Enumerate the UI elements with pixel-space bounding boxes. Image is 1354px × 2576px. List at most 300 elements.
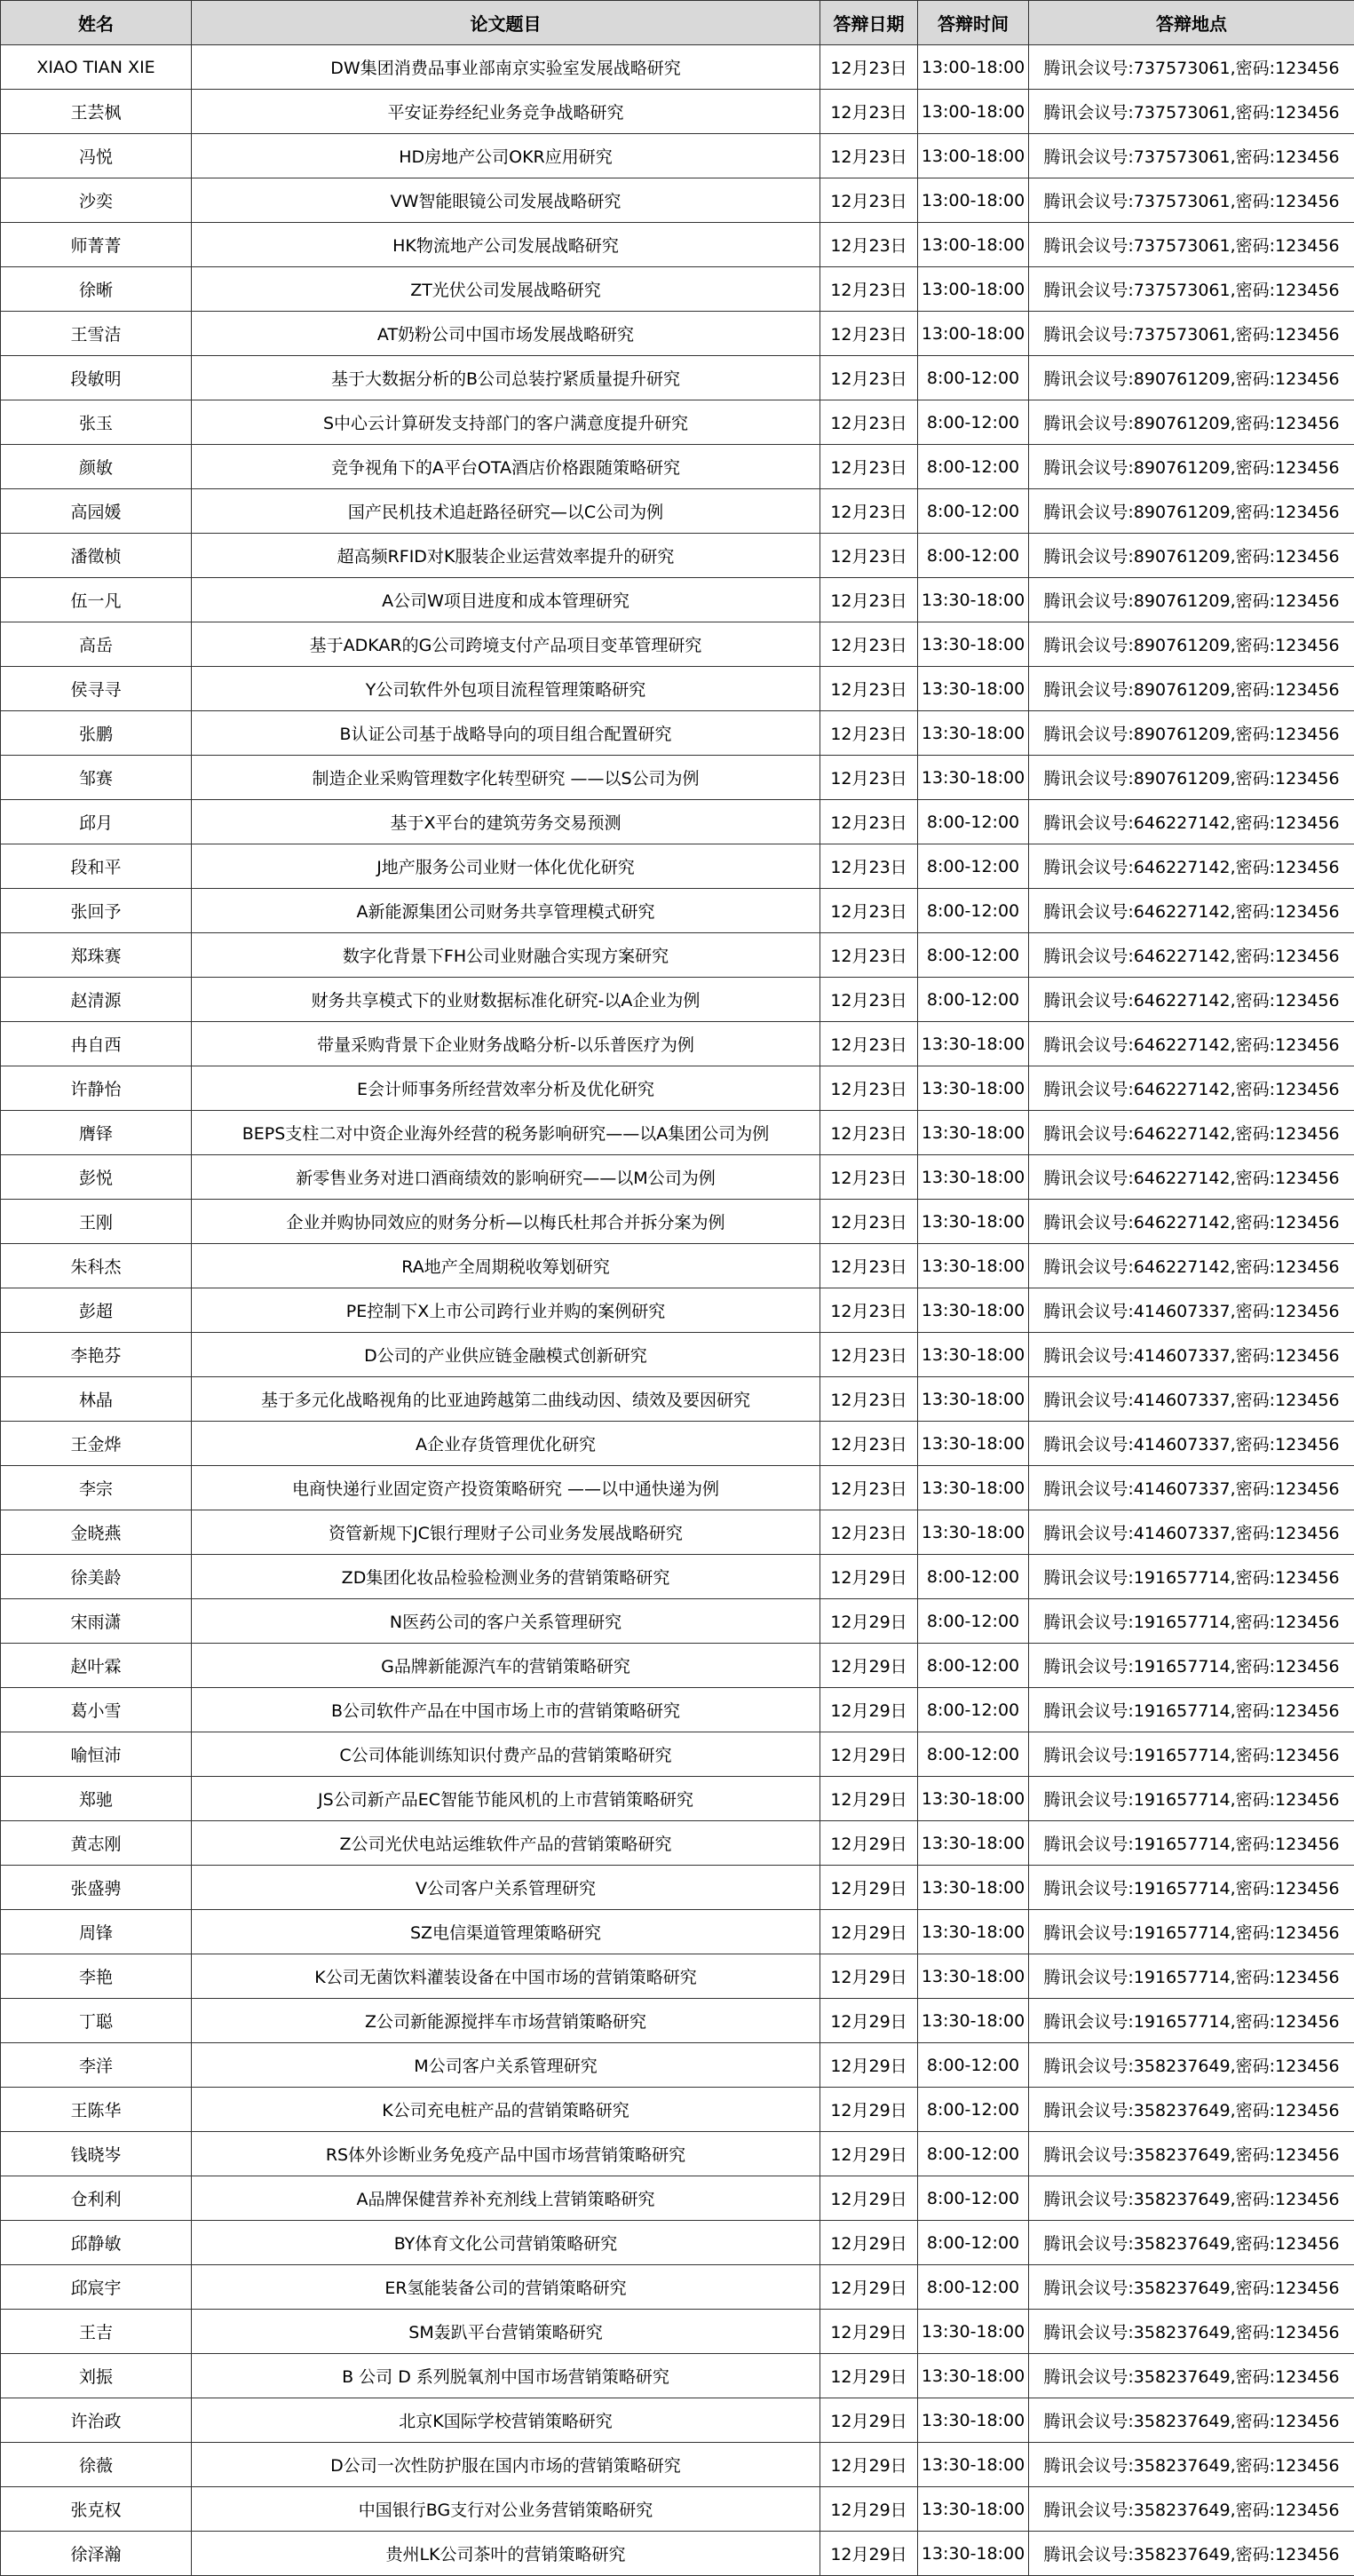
cell-name: 高园媛 — [1, 489, 192, 534]
cell-name: 金晓燕 — [1, 1510, 192, 1555]
cell-date: 12月23日 — [820, 90, 918, 134]
cell-time: 13:00-18:00 — [918, 267, 1029, 312]
cell-topic: HD房地产公司OKR应用研究 — [192, 134, 820, 178]
cell-date: 12月23日 — [820, 178, 918, 223]
cell-date: 12月23日 — [820, 1155, 918, 1200]
table-row — [1, 1288, 1354, 1333]
cell-location: 腾讯会议号:358237649,密码:123456 — [1029, 2487, 1354, 2532]
cell-name: 仓利利 — [1, 2176, 192, 2221]
table-row — [1, 578, 1354, 622]
cell-time: 13:30-18:00 — [918, 622, 1029, 667]
cell-location: 腾讯会议号:191657714,密码:123456 — [1029, 1910, 1354, 1954]
cell-date: 12月23日 — [820, 1510, 918, 1555]
cell-time: 8:00-12:00 — [918, 844, 1029, 889]
cell-time: 8:00-12:00 — [918, 2132, 1029, 2176]
cell-topic: PE控制下X上市公司跨行业并购的案例研究 — [192, 1288, 820, 1333]
cell-date: 12月23日 — [820, 1244, 918, 1288]
cell-topic: 基于ADKAR的G公司跨境支付产品项目变革管理研究 — [192, 622, 820, 667]
table-row — [1, 2354, 1354, 2398]
cell-date: 12月29日 — [820, 2088, 918, 2132]
cell-topic: S中心云计算研发支持部门的客户满意度提升研究 — [192, 400, 820, 445]
cell-location: 腾讯会议号:890761209,密码:123456 — [1029, 445, 1354, 489]
cell-location: 腾讯会议号:737573061,密码:123456 — [1029, 267, 1354, 312]
table-row — [1, 1200, 1354, 1244]
cell-location: 腾讯会议号:358237649,密码:123456 — [1029, 2265, 1354, 2310]
cell-date: 12月23日 — [820, 1466, 918, 1510]
cell-name: 沙奕 — [1, 178, 192, 223]
cell-time: 13:30-18:00 — [918, 1066, 1029, 1111]
cell-date: 12月29日 — [820, 1688, 918, 1732]
cell-time: 13:30-18:00 — [918, 1777, 1029, 1821]
cell-topic: 基于多元化战略视角的比亚迪跨越第二曲线动因、绩效及要因研究 — [192, 1377, 820, 1422]
cell-time: 13:30-18:00 — [918, 1999, 1029, 2043]
cell-date: 12月23日 — [820, 489, 918, 534]
cell-location: 腾讯会议号:646227142,密码:123456 — [1029, 1022, 1354, 1066]
table-row — [1, 1999, 1354, 2043]
cell-location: 腾讯会议号:414607337,密码:123456 — [1029, 1422, 1354, 1466]
table-row — [1, 2487, 1354, 2532]
table-row — [1, 1333, 1354, 1377]
cell-topic: 国产民机技术追赶路径研究—以C公司为例 — [192, 489, 820, 534]
cell-topic: B 公司 D 系列脱氧剂中国市场营销策略研究 — [192, 2354, 820, 2398]
cell-name: 张盛骋 — [1, 1866, 192, 1910]
cell-topic: Z公司光伏电站运维软件产品的营销策略研究 — [192, 1821, 820, 1866]
table-row — [1, 2310, 1354, 2354]
cell-time: 8:00-12:00 — [918, 1555, 1029, 1599]
cell-topic: D公司的产业供应链金融模式创新研究 — [192, 1333, 820, 1377]
cell-date: 12月23日 — [820, 844, 918, 889]
table-row — [1, 711, 1354, 756]
table-row — [1, 1510, 1354, 1555]
cell-topic: 超高频RFID对K服装企业运营效率提升的研究 — [192, 534, 820, 578]
cell-time: 8:00-12:00 — [918, 800, 1029, 844]
cell-topic: JS公司新产品EC智能节能风机的上市营销策略研究 — [192, 1777, 820, 1821]
cell-date: 12月29日 — [820, 1555, 918, 1599]
cell-topic: M公司客户关系管理研究 — [192, 2043, 820, 2088]
cell-time: 13:30-18:00 — [918, 1377, 1029, 1422]
cell-date: 12月23日 — [820, 45, 918, 90]
cell-name: 宋雨潇 — [1, 1599, 192, 1644]
cell-name: 郑驰 — [1, 1777, 192, 1821]
cell-location: 腾讯会议号:191657714,密码:123456 — [1029, 1644, 1354, 1688]
table-row — [1, 1644, 1354, 1688]
cell-topic: A公司W项目进度和成本管理研究 — [192, 578, 820, 622]
cell-location: 腾讯会议号:358237649,密码:123456 — [1029, 2043, 1354, 2088]
cell-topic: ZD集团化妆品检验检测业务的营销策略研究 — [192, 1555, 820, 1599]
cell-date: 12月23日 — [820, 445, 918, 489]
cell-time: 13:30-18:00 — [918, 1422, 1029, 1466]
cell-topic: A企业存货管理优化研究 — [192, 1422, 820, 1466]
cell-time: 8:00-12:00 — [918, 1599, 1029, 1644]
cell-location: 腾讯会议号:646227142,密码:123456 — [1029, 1155, 1354, 1200]
cell-date: 12月29日 — [820, 2532, 918, 2576]
cell-name: 张克权 — [1, 2487, 192, 2532]
cell-time: 8:00-12:00 — [918, 978, 1029, 1022]
cell-topic: 数字化背景下FH公司业财融合实现方案研究 — [192, 933, 820, 978]
cell-name: 刘振 — [1, 2354, 192, 2398]
cell-time: 8:00-12:00 — [918, 2088, 1029, 2132]
cell-name: 徐泽瀚 — [1, 2532, 192, 2576]
cell-name: 李宗 — [1, 1466, 192, 1510]
cell-topic: G品牌新能源汽车的营销策略研究 — [192, 1644, 820, 1688]
header-date: 答辩日期 — [820, 1, 918, 45]
cell-topic: AT奶粉公司中国市场发展战略研究 — [192, 312, 820, 356]
cell-name: 张鹏 — [1, 711, 192, 756]
cell-name: 丁聪 — [1, 1999, 192, 2043]
cell-date: 12月29日 — [820, 2443, 918, 2487]
cell-name: 王陈华 — [1, 2088, 192, 2132]
cell-topic: 电商快递行业固定资产投资策略研究 ——以中通快递为例 — [192, 1466, 820, 1510]
cell-name: 邱静敏 — [1, 2221, 192, 2265]
table-row — [1, 1732, 1354, 1777]
cell-topic: 新零售业务对进口酒商绩效的影响研究——以M公司为例 — [192, 1155, 820, 1200]
table-row — [1, 45, 1354, 90]
cell-name: 喻恒沛 — [1, 1732, 192, 1777]
cell-topic: BY体育文化公司营销策略研究 — [192, 2221, 820, 2265]
cell-date: 12月23日 — [820, 711, 918, 756]
table-row — [1, 445, 1354, 489]
cell-date: 12月29日 — [820, 2221, 918, 2265]
cell-date: 12月23日 — [820, 1377, 918, 1422]
table-row — [1, 400, 1354, 445]
cell-date: 12月23日 — [820, 756, 918, 800]
table-row — [1, 2443, 1354, 2487]
cell-location: 腾讯会议号:358237649,密码:123456 — [1029, 2221, 1354, 2265]
cell-time: 8:00-12:00 — [918, 1644, 1029, 1688]
cell-name: 邹赛 — [1, 756, 192, 800]
cell-topic: N医药公司的客户关系管理研究 — [192, 1599, 820, 1644]
header-location: 答辩地点 — [1029, 1, 1354, 45]
cell-date: 12月23日 — [820, 267, 918, 312]
cell-time: 13:30-18:00 — [918, 1866, 1029, 1910]
cell-time: 8:00-12:00 — [918, 2221, 1029, 2265]
cell-location: 腾讯会议号:890761209,密码:123456 — [1029, 711, 1354, 756]
cell-date: 12月23日 — [820, 1200, 918, 1244]
cell-date: 12月23日 — [820, 933, 918, 978]
cell-time: 13:00-18:00 — [918, 312, 1029, 356]
cell-time: 8:00-12:00 — [918, 400, 1029, 445]
cell-name: 王芸枫 — [1, 90, 192, 134]
table-row — [1, 1821, 1354, 1866]
cell-location: 腾讯会议号:191657714,密码:123456 — [1029, 1599, 1354, 1644]
cell-name: 徐晰 — [1, 267, 192, 312]
cell-date: 12月23日 — [820, 889, 918, 933]
cell-time: 13:30-18:00 — [918, 1022, 1029, 1066]
cell-location: 腾讯会议号:191657714,密码:123456 — [1029, 1866, 1354, 1910]
cell-topic: ER氢能装备公司的营销策略研究 — [192, 2265, 820, 2310]
cell-name: 许治政 — [1, 2398, 192, 2443]
table-row — [1, 756, 1354, 800]
cell-time: 8:00-12:00 — [918, 356, 1029, 400]
cell-time: 13:30-18:00 — [918, 578, 1029, 622]
table-row — [1, 1866, 1354, 1910]
cell-location: 腾讯会议号:191657714,密码:123456 — [1029, 1999, 1354, 2043]
cell-location: 腾讯会议号:646227142,密码:123456 — [1029, 800, 1354, 844]
cell-name: 颜敏 — [1, 445, 192, 489]
table-row — [1, 2043, 1354, 2088]
cell-date: 12月23日 — [820, 578, 918, 622]
cell-topic: C公司体能训练知识付费产品的营销策略研究 — [192, 1732, 820, 1777]
cell-location: 腾讯会议号:358237649,密码:123456 — [1029, 2132, 1354, 2176]
cell-date: 12月29日 — [820, 2487, 918, 2532]
table-row — [1, 2265, 1354, 2310]
cell-date: 12月29日 — [820, 1732, 918, 1777]
cell-location: 腾讯会议号:646227142,密码:123456 — [1029, 889, 1354, 933]
cell-location: 腾讯会议号:414607337,密码:123456 — [1029, 1333, 1354, 1377]
table-row — [1, 267, 1354, 312]
cell-location: 腾讯会议号:191657714,密码:123456 — [1029, 1555, 1354, 1599]
cell-location: 腾讯会议号:890761209,密码:123456 — [1029, 489, 1354, 534]
table-row — [1, 178, 1354, 223]
cell-name: 徐薇 — [1, 2443, 192, 2487]
cell-location: 腾讯会议号:646227142,密码:123456 — [1029, 933, 1354, 978]
cell-name: XIAO TIAN XIE — [1, 45, 192, 90]
cell-time: 13:30-18:00 — [918, 1288, 1029, 1333]
cell-name: 邱宸宇 — [1, 2265, 192, 2310]
cell-date: 12月23日 — [820, 800, 918, 844]
cell-location: 腾讯会议号:890761209,密码:123456 — [1029, 622, 1354, 667]
cell-name: 葛小雪 — [1, 1688, 192, 1732]
cell-location: 腾讯会议号:358237649,密码:123456 — [1029, 2398, 1354, 2443]
cell-time: 13:30-18:00 — [918, 2398, 1029, 2443]
table-row — [1, 534, 1354, 578]
cell-name: 许静怡 — [1, 1066, 192, 1111]
cell-location: 腾讯会议号:890761209,密码:123456 — [1029, 756, 1354, 800]
cell-topic: 制造企业采购管理数字化转型研究 ——以S公司为例 — [192, 756, 820, 800]
cell-name: 彭悦 — [1, 1155, 192, 1200]
cell-time: 13:30-18:00 — [918, 1821, 1029, 1866]
cell-time: 8:00-12:00 — [918, 889, 1029, 933]
cell-name: 张回予 — [1, 889, 192, 933]
table-header-row — [1, 1, 1354, 45]
cell-location: 腾讯会议号:737573061,密码:123456 — [1029, 134, 1354, 178]
cell-date: 12月23日 — [820, 356, 918, 400]
table-row — [1, 312, 1354, 356]
table-row — [1, 1555, 1354, 1599]
cell-name: 钱晓岑 — [1, 2132, 192, 2176]
cell-time: 13:30-18:00 — [918, 1244, 1029, 1288]
cell-date: 12月23日 — [820, 1022, 918, 1066]
cell-location: 腾讯会议号:358237649,密码:123456 — [1029, 2310, 1354, 2354]
cell-location: 腾讯会议号:646227142,密码:123456 — [1029, 844, 1354, 889]
cell-topic: B公司软件产品在中国市场上市的营销策略研究 — [192, 1688, 820, 1732]
cell-name: 王金烨 — [1, 1422, 192, 1466]
cell-topic: DW集团消费品事业部南京实验室发展战略研究 — [192, 45, 820, 90]
cell-time: 13:30-18:00 — [918, 1333, 1029, 1377]
cell-name: 赵清源 — [1, 978, 192, 1022]
cell-location: 腾讯会议号:358237649,密码:123456 — [1029, 2354, 1354, 2398]
cell-time: 13:30-18:00 — [918, 1910, 1029, 1954]
cell-location: 腾讯会议号:191657714,密码:123456 — [1029, 1732, 1354, 1777]
cell-name: 侯寻寻 — [1, 667, 192, 711]
cell-time: 13:30-18:00 — [918, 2354, 1029, 2398]
cell-date: 12月29日 — [820, 1777, 918, 1821]
cell-topic: K公司无菌饮料灌装设备在中国市场的营销策略研究 — [192, 1954, 820, 1999]
table-row — [1, 2088, 1354, 2132]
cell-topic: ZT光伏公司发展战略研究 — [192, 267, 820, 312]
cell-location: 腾讯会议号:890761209,密码:123456 — [1029, 578, 1354, 622]
cell-time: 13:30-18:00 — [918, 1200, 1029, 1244]
cell-time: 13:30-18:00 — [918, 1954, 1029, 1999]
cell-date: 12月29日 — [820, 2398, 918, 2443]
cell-topic: D公司一次性防护服在国内市场的营销策略研究 — [192, 2443, 820, 2487]
cell-date: 12月23日 — [820, 400, 918, 445]
table-row — [1, 1377, 1354, 1422]
cell-location: 腾讯会议号:890761209,密码:123456 — [1029, 534, 1354, 578]
cell-topic: SZ电信渠道管理策略研究 — [192, 1910, 820, 1954]
table-row — [1, 1066, 1354, 1111]
cell-name: 李艳 — [1, 1954, 192, 1999]
cell-location: 腾讯会议号:737573061,密码:123456 — [1029, 312, 1354, 356]
cell-date: 12月29日 — [820, 1821, 918, 1866]
cell-name: 师菁菁 — [1, 223, 192, 267]
cell-date: 12月23日 — [820, 667, 918, 711]
cell-topic: A品牌保健营养补充剂线上营销策略研究 — [192, 2176, 820, 2221]
cell-topic: 中国银行BG支行对公业务营销策略研究 — [192, 2487, 820, 2532]
cell-name: 赵叶霖 — [1, 1644, 192, 1688]
cell-name: 冉自西 — [1, 1022, 192, 1066]
cell-date: 12月29日 — [820, 2043, 918, 2088]
cell-time: 13:30-18:00 — [918, 1111, 1029, 1155]
cell-date: 12月23日 — [820, 223, 918, 267]
cell-topic: 基于大数据分析的B公司总装拧紧质量提升研究 — [192, 356, 820, 400]
cell-location: 腾讯会议号:191657714,密码:123456 — [1029, 1821, 1354, 1866]
cell-name: 伍一凡 — [1, 578, 192, 622]
header-topic: 论文题目 — [192, 1, 820, 45]
cell-date: 12月29日 — [820, 1599, 918, 1644]
cell-name: 段敏明 — [1, 356, 192, 400]
cell-topic: K公司充电桩产品的营销策略研究 — [192, 2088, 820, 2132]
cell-topic: SM轰趴平台营销策略研究 — [192, 2310, 820, 2354]
table-row — [1, 1244, 1354, 1288]
table-row — [1, 1111, 1354, 1155]
table-row — [1, 134, 1354, 178]
cell-location: 腾讯会议号:191657714,密码:123456 — [1029, 1777, 1354, 1821]
cell-location: 腾讯会议号:646227142,密码:123456 — [1029, 1200, 1354, 1244]
cell-name: 邱月 — [1, 800, 192, 844]
cell-location: 腾讯会议号:646227142,密码:123456 — [1029, 1111, 1354, 1155]
table-row — [1, 1466, 1354, 1510]
cell-name: 张玉 — [1, 400, 192, 445]
cell-topic: VW智能眼镜公司发展战略研究 — [192, 178, 820, 223]
cell-location: 腾讯会议号:890761209,密码:123456 — [1029, 356, 1354, 400]
cell-topic: RA地产全周期税收筹划研究 — [192, 1244, 820, 1288]
cell-location: 腾讯会议号:358237649,密码:123456 — [1029, 2088, 1354, 2132]
cell-topic: 竞争视角下的A平台OTA酒店价格跟随策略研究 — [192, 445, 820, 489]
table-row — [1, 889, 1354, 933]
cell-date: 12月23日 — [820, 134, 918, 178]
cell-name: 黄志刚 — [1, 1821, 192, 1866]
cell-location: 腾讯会议号:646227142,密码:123456 — [1029, 1066, 1354, 1111]
cell-name: 朱科杰 — [1, 1244, 192, 1288]
cell-topic: 带量采购背景下企业财务战略分析-以乐普医疗为例 — [192, 1022, 820, 1066]
cell-location: 腾讯会议号:358237649,密码:123456 — [1029, 2532, 1354, 2576]
cell-time: 8:00-12:00 — [918, 2265, 1029, 2310]
cell-location: 腾讯会议号:414607337,密码:123456 — [1029, 1288, 1354, 1333]
cell-time: 8:00-12:00 — [918, 534, 1029, 578]
cell-location: 腾讯会议号:414607337,密码:123456 — [1029, 1510, 1354, 1555]
cell-time: 13:30-18:00 — [918, 2532, 1029, 2576]
cell-topic: HK物流地产公司发展战略研究 — [192, 223, 820, 267]
cell-name: 郑珠赛 — [1, 933, 192, 978]
cell-topic: V公司客户关系管理研究 — [192, 1866, 820, 1910]
table-row — [1, 90, 1354, 134]
cell-name: 彭超 — [1, 1288, 192, 1333]
cell-time: 13:30-18:00 — [918, 1510, 1029, 1555]
table-row — [1, 2398, 1354, 2443]
cell-date: 12月23日 — [820, 1422, 918, 1466]
cell-name: 李艳芬 — [1, 1333, 192, 1377]
table-row — [1, 1422, 1354, 1466]
table-row — [1, 1910, 1354, 1954]
cell-location: 腾讯会议号:737573061,密码:123456 — [1029, 90, 1354, 134]
table-row — [1, 489, 1354, 534]
cell-topic: A新能源集团公司财务共享管理模式研究 — [192, 889, 820, 933]
table-row — [1, 800, 1354, 844]
table-body — [1, 45, 1354, 2576]
cell-name: 冯悦 — [1, 134, 192, 178]
cell-time: 8:00-12:00 — [918, 489, 1029, 534]
cell-location: 腾讯会议号:646227142,密码:123456 — [1029, 1244, 1354, 1288]
cell-location: 腾讯会议号:646227142,密码:123456 — [1029, 978, 1354, 1022]
table-row — [1, 356, 1354, 400]
cell-date: 12月23日 — [820, 1333, 918, 1377]
cell-time: 13:30-18:00 — [918, 711, 1029, 756]
table-row — [1, 978, 1354, 1022]
table-row — [1, 2532, 1354, 2576]
cell-name: 段和平 — [1, 844, 192, 889]
cell-time: 13:30-18:00 — [918, 756, 1029, 800]
cell-date: 12月29日 — [820, 1644, 918, 1688]
cell-date: 12月23日 — [820, 1066, 918, 1111]
cell-date: 12月23日 — [820, 978, 918, 1022]
table-row — [1, 2221, 1354, 2265]
table-row — [1, 1688, 1354, 1732]
cell-topic: J地产服务公司业财一体化优化研究 — [192, 844, 820, 889]
cell-topic: 资管新规下JC银行理财子公司业务发展战略研究 — [192, 1510, 820, 1555]
cell-date: 12月23日 — [820, 534, 918, 578]
cell-location: 腾讯会议号:890761209,密码:123456 — [1029, 400, 1354, 445]
cell-time: 13:30-18:00 — [918, 1466, 1029, 1510]
cell-name: 王刚 — [1, 1200, 192, 1244]
cell-location: 腾讯会议号:737573061,密码:123456 — [1029, 45, 1354, 90]
table-row — [1, 933, 1354, 978]
table-row — [1, 622, 1354, 667]
table-row — [1, 1777, 1354, 1821]
cell-date: 12月29日 — [820, 1954, 918, 1999]
cell-topic: 贵州LK公司茶叶的营销策略研究 — [192, 2532, 820, 2576]
cell-name: 高岳 — [1, 622, 192, 667]
table-row — [1, 1599, 1354, 1644]
cell-date: 12月23日 — [820, 312, 918, 356]
cell-topic: 基于X平台的建筑劳务交易预测 — [192, 800, 820, 844]
header-time: 答辩时间 — [918, 1, 1029, 45]
header-name: 姓名 — [1, 1, 192, 45]
cell-time: 13:30-18:00 — [918, 667, 1029, 711]
cell-topic: BEPS支柱二对中资企业海外经营的税务影响研究——以A集团公司为例 — [192, 1111, 820, 1155]
cell-topic: B认证公司基于战略导向的项目组合配置研究 — [192, 711, 820, 756]
cell-name: 潘徵桢 — [1, 534, 192, 578]
cell-location: 腾讯会议号:737573061,密码:123456 — [1029, 223, 1354, 267]
cell-location: 腾讯会议号:191657714,密码:123456 — [1029, 1688, 1354, 1732]
cell-date: 12月29日 — [820, 2176, 918, 2221]
cell-date: 12月29日 — [820, 1866, 918, 1910]
cell-time: 13:30-18:00 — [918, 2487, 1029, 2532]
cell-topic: 平安证券经纪业务竞争战略研究 — [192, 90, 820, 134]
cell-name: 周锋 — [1, 1910, 192, 1954]
cell-location: 腾讯会议号:414607337,密码:123456 — [1029, 1466, 1354, 1510]
cell-topic: 财务共享模式下的业财数据标准化研究-以A企业为例 — [192, 978, 820, 1022]
